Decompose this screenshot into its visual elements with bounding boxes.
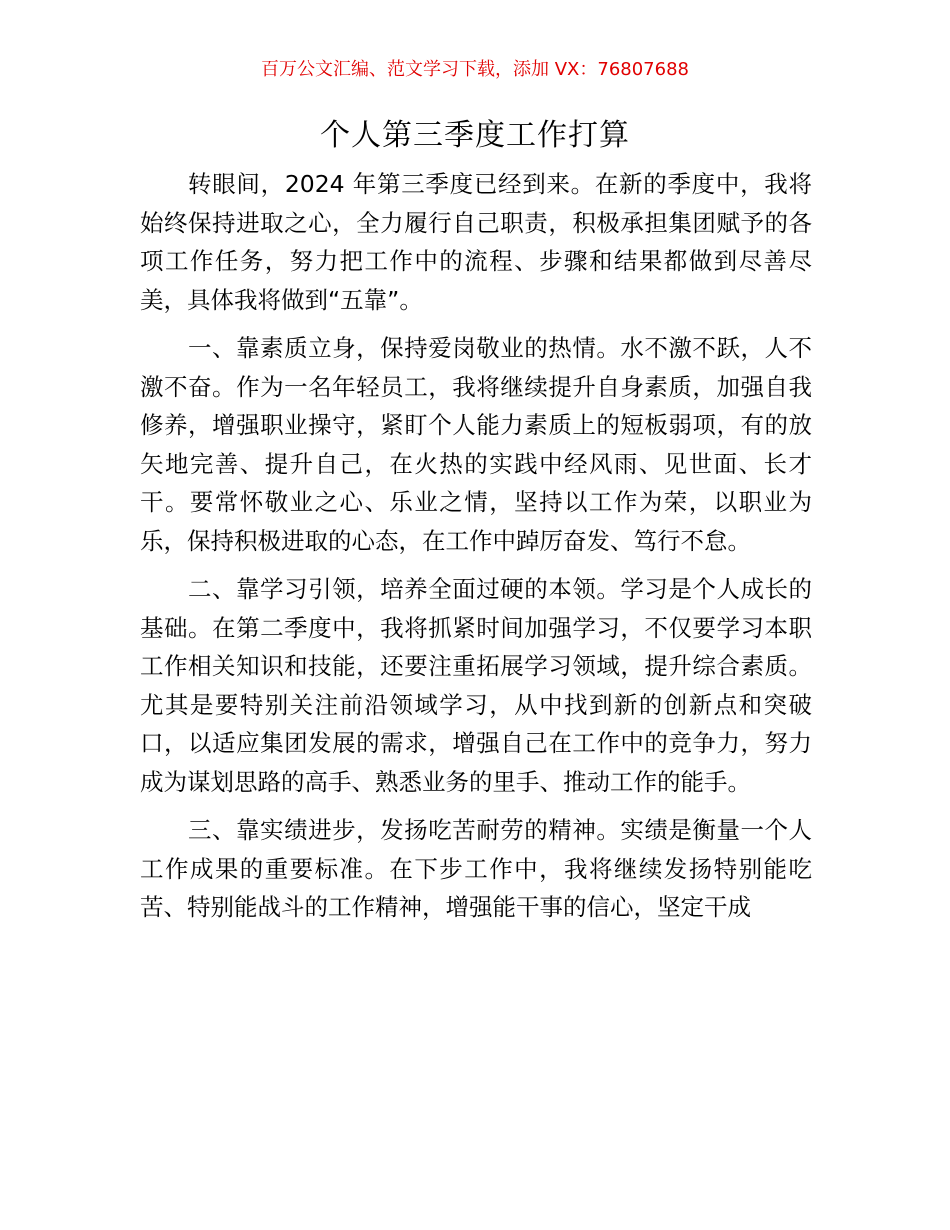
header-watermark-note: 百万公文汇编、范文学习下载，添加 VX：76807688	[261, 59, 689, 80]
paragraph-point-3: 三、靠实绩进步，发扬吃苦耐劳的精神。实绩是衡量一个人工作成果的重要标准。在下步工作中，我将继续发扬特别能吃苦、特别能战斗的工作精神，增强能干事的信心，坚定干成	[140, 816, 812, 921]
document-title: 个人第三季度工作打算	[320, 118, 630, 153]
paragraph-point-2: 二、靠学习引领，培养全面过硬的本领。学习是个人成长的基础。在第二季度中，我将抓紧时间加强学习，不仅要学习本职工作相关知识和技能，还要注重拓展学习领域，提升综合素质。尤其是要特别关注前沿领域学习，从中找到新的创新点和突破口，以适应集团发展的需求，增强自己在工作中的竞争力，努力成为谋划思路的高手、熟悉业务的里手、推动工作的能手。	[140, 575, 812, 796]
paragraph-point-1: 一、靠素质立身，保持爱岗敬业的热情。水不激不跃，人不激不奋。作为一名年轻员工，我将继续提升自身素质，加强自我修养，增强职业操守，紧盯个人能力素质上的短板弱项，有的放矢地完善、提升自己，在火热的实践中经风雨、见世面、长才干。要常怀敬业之心、乐业之情，坚持以工作为荣，以职业为乐，保持积极进取的心态，在工作中踔厉奋发、笃行不怠。	[140, 334, 812, 555]
paragraph-intro: 转眼间，2024 年第三季度已经到来。在新的季度中，我将始终保持进取之心，全力履行自己职责，积极承担集团赋予的各项工作任务，努力把工作中的流程、步骤和结果都做到尽善尽美，具体我将做到“五靠”。	[140, 170, 812, 314]
document-body	[140, 165, 812, 937]
